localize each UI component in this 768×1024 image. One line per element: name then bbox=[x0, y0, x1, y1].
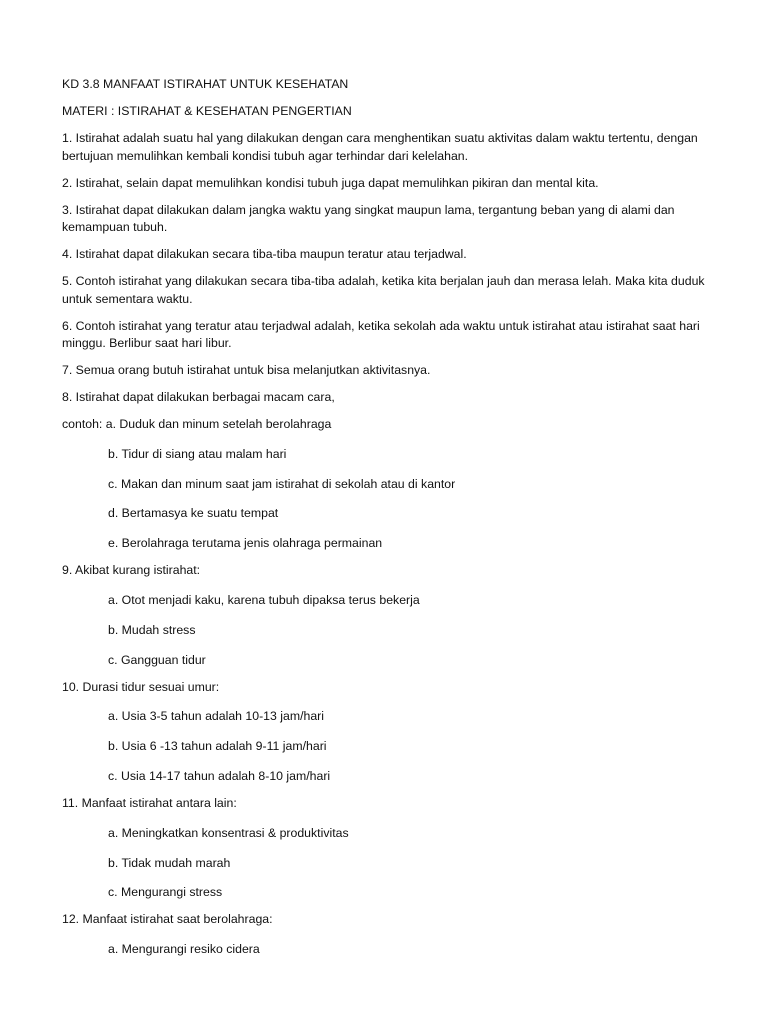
list-item: c. Gangguan tidur bbox=[108, 652, 206, 667]
document-subtitle: MATERI : ISTIRAHAT & KESEHATAN PENGERTIAN bbox=[62, 104, 352, 118]
paragraph-1: 1. Istirahat adalah suatu hal yang dilakukan dengan cara menghentikan suatu aktivitas dalam waktu tertentu, dengan bertujuan memulihkan kembali kondisi tubuh agar terhindar dari kelelahan. bbox=[62, 131, 698, 163]
paragraph-4: 4. Istirahat dapat dilakukan secara tiba-tiba maupun teratur atau terjadwal. bbox=[62, 247, 467, 261]
paragraph-2: 2. Istirahat, selain dapat memulihkan kondisi tubuh juga dapat memulihkan pikiran dan mental kita. bbox=[62, 175, 599, 190]
list-item: e. Berolahraga terutama jenis olahraga permainan bbox=[108, 536, 383, 551]
list-item: a. Mengurangi resiko cidera bbox=[108, 942, 260, 957]
paragraph-3: 3. Istirahat dapat dilakukan dalam jangka waktu yang singkat maupun lama, tergantung beban yang di alami dan kemampuan tubuh. bbox=[62, 202, 675, 234]
list-item: a. Usia 3-5 tahun adalah 10-13 jam/hari bbox=[108, 709, 325, 724]
paragraph-12: 12. Manfaat istirahat saat berolahraga: bbox=[62, 912, 273, 927]
list-item: b. Tidur di siang atau malam hari bbox=[108, 446, 287, 461]
list-item: b. Tidak mudah marah bbox=[108, 855, 231, 870]
list-item: a. Otot menjadi kaku, karena tubuh dipaksa terus bekerja bbox=[108, 592, 420, 607]
document-title: KD 3.8 MANFAAT ISTIRAHAT UNTUK KESEHATAN bbox=[62, 77, 349, 91]
list-item: a. Meningkatkan konsentrasi & produktivitas bbox=[108, 825, 349, 840]
list-item: c. Mengurangi stress bbox=[108, 885, 223, 900]
paragraph-9: 9. Akibat kurang istirahat: bbox=[62, 563, 201, 578]
paragraph-7: 7. Semua orang butuh istirahat untuk bisa melanjutkan aktivitasnya. bbox=[62, 363, 431, 377]
list-item: c. Makan dan minum saat jam istirahat di sekolah atau di kantor bbox=[108, 476, 456, 491]
paragraph-5: 5. Contoh istirahat yang dilakukan secara tiba-tiba adalah, ketika kita berjalan jauh dan merasa lelah. Maka kita duduk untuk sementara waktu. bbox=[62, 274, 705, 306]
list-item: b. Usia 6 -13 tahun adalah 9-11 jam/hari bbox=[108, 739, 327, 754]
document-body bbox=[62, 76, 712, 968]
paragraph-10: 10. Durasi tidur sesuai umur: bbox=[62, 679, 220, 694]
list-lead-item: contoh: a. Duduk dan minum setelah berolahraga bbox=[62, 417, 332, 431]
list-item: d. Bertamasya ke suatu tempat bbox=[108, 506, 279, 521]
paragraph-11: 11. Manfaat istirahat antara lain: bbox=[62, 795, 237, 810]
list-item: b. Mudah stress bbox=[108, 622, 196, 637]
list-item: c. Usia 14-17 tahun adalah 8-10 jam/hari bbox=[108, 768, 331, 783]
paragraph-6: 6. Contoh istirahat yang teratur atau terjadwal adalah, ketika sekolah ada waktu untuk istirahat atau istirahat saat hari minggu. Berlibur saat hari libur. bbox=[62, 318, 700, 350]
paragraph-8: 8. Istirahat dapat dilakukan berbagai macam cara, bbox=[62, 390, 335, 404]
